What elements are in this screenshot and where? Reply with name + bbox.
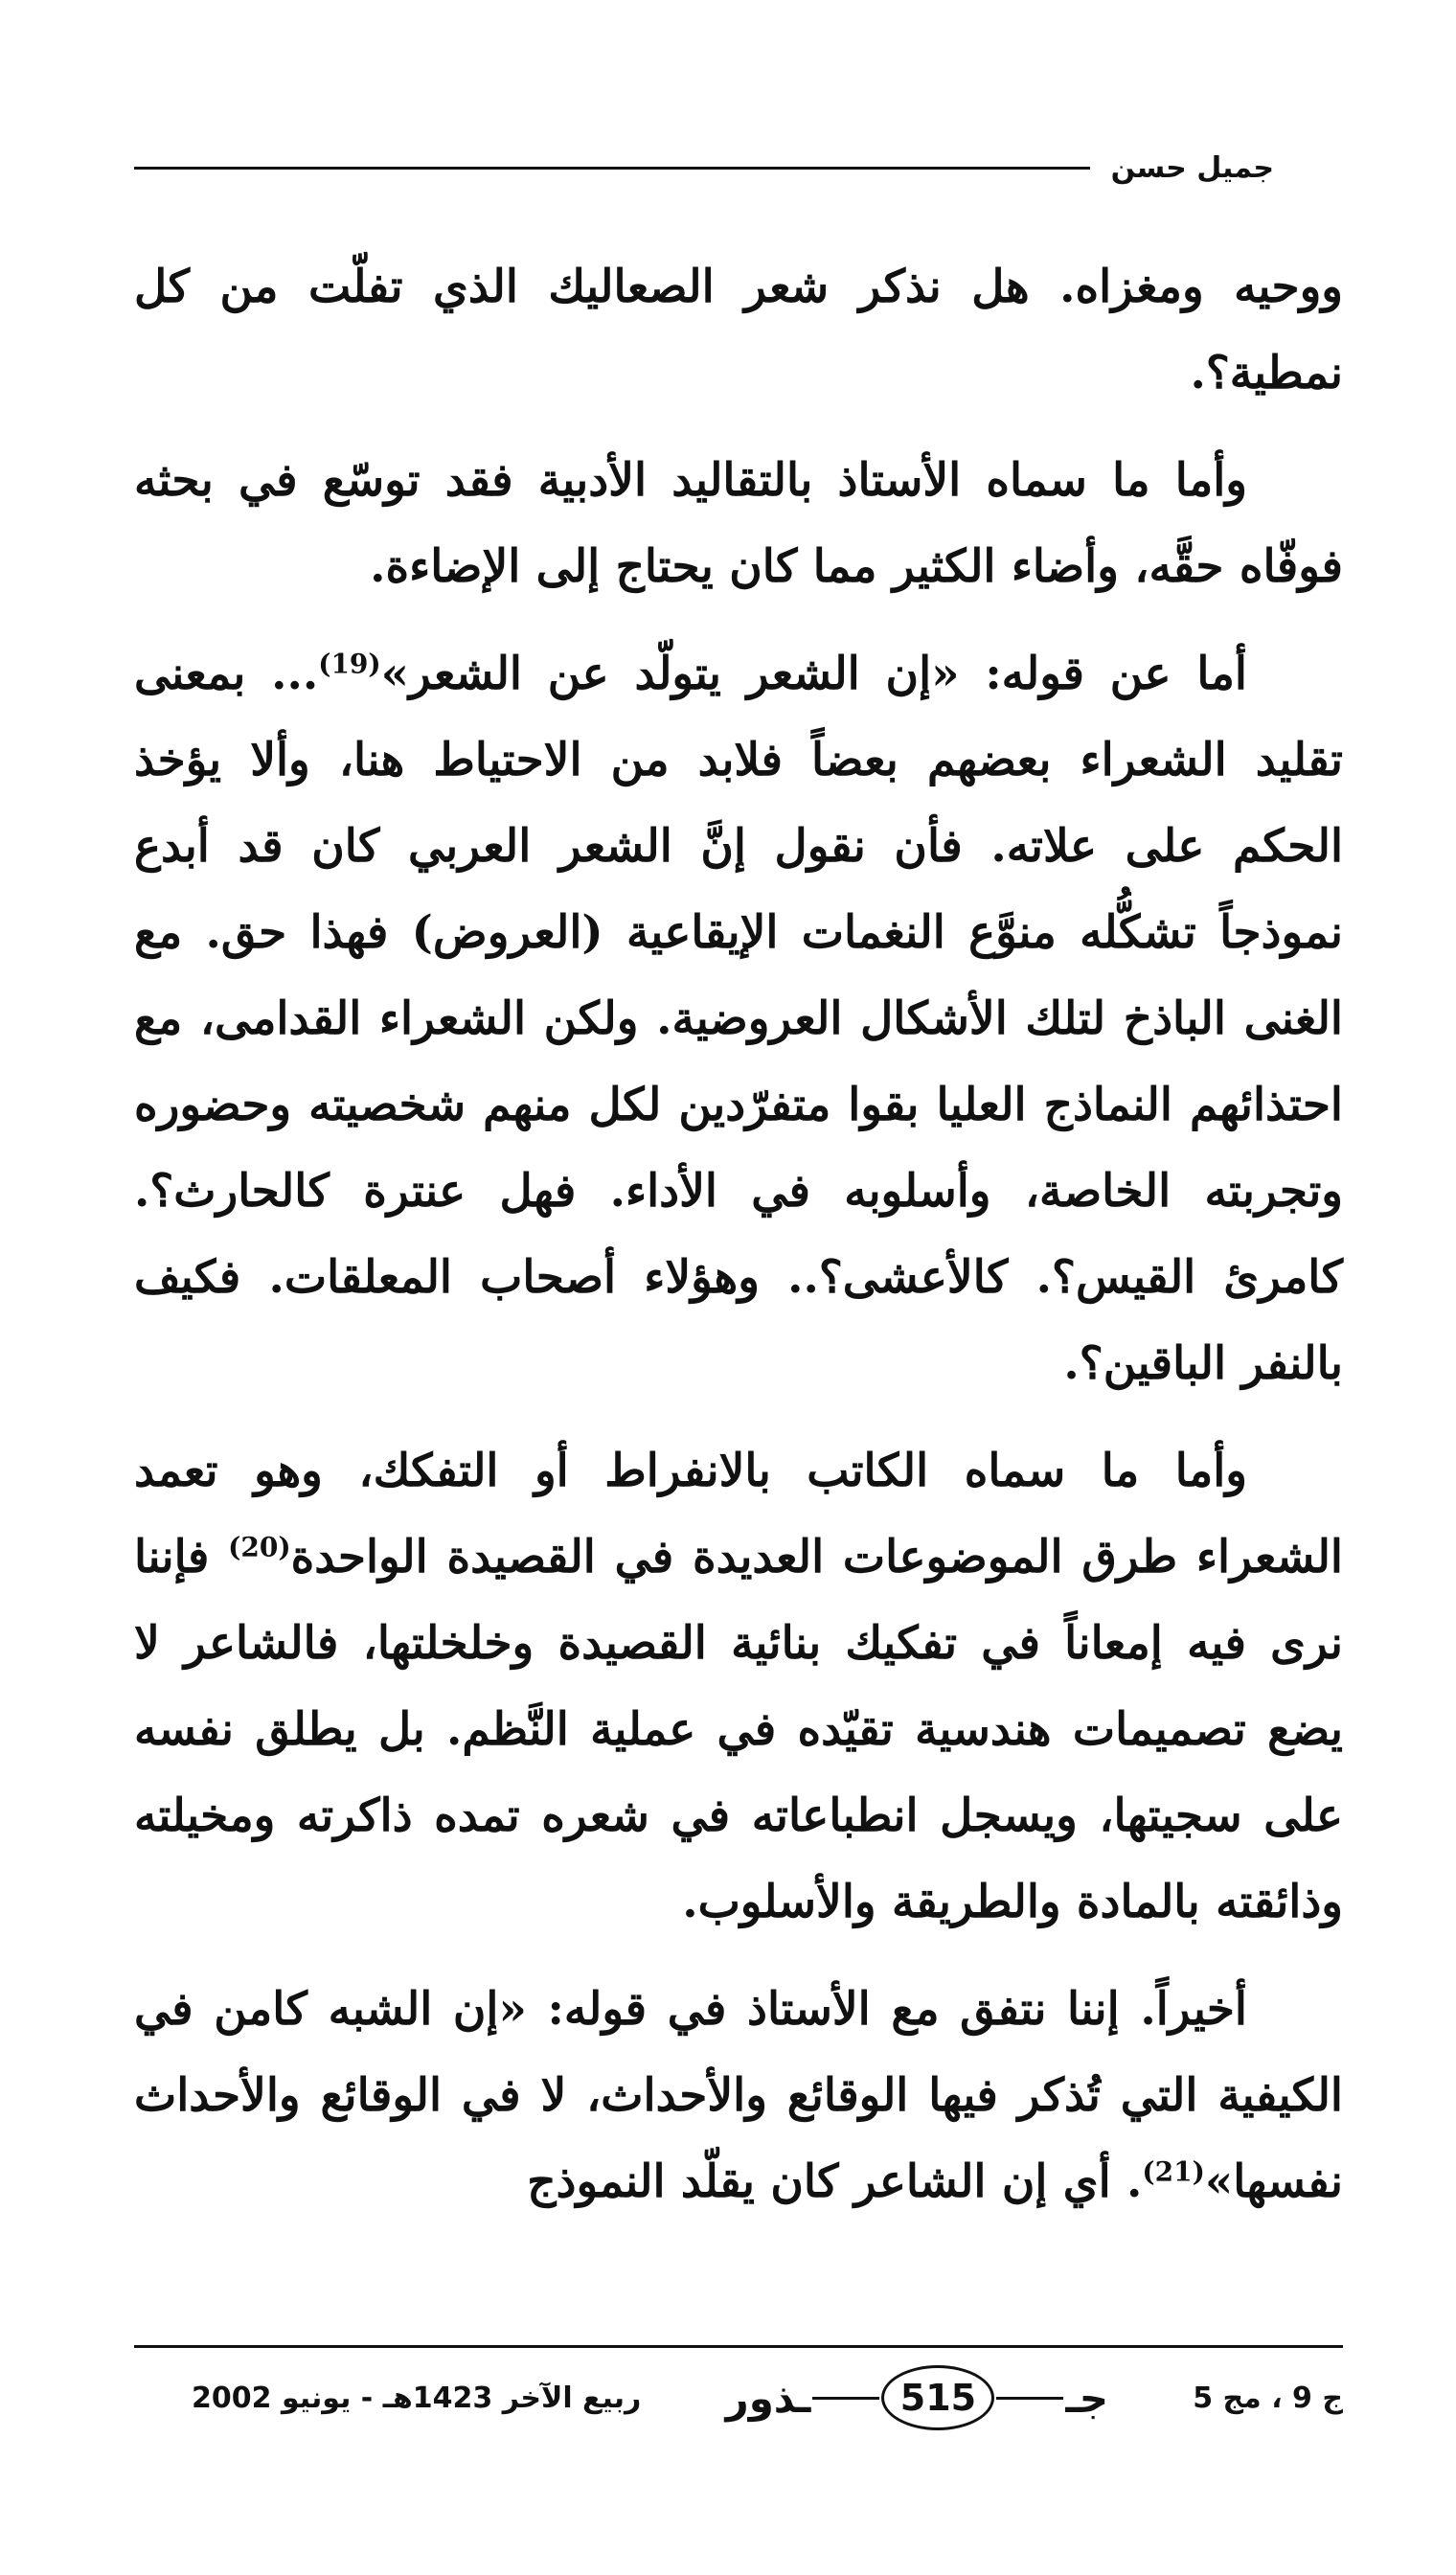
paragraph <box>134 1428 1343 1946</box>
journal-masthead <box>726 2365 1109 2430</box>
journal-line <box>996 2397 1063 2400</box>
paragraph-text: وأما ما سماه الأستاذ بالتقاليد الأدبية فقد توسّع في بحثه فوفّاه حقَّه، وأضاء الكثير مما كان يحتاج إلى الإضاءة. <box>134 454 1343 593</box>
journal-name-end: ـذور <box>725 2374 811 2422</box>
journal-name-start: جـ <box>1065 2374 1109 2422</box>
footnote-ref: (19) <box>318 648 381 680</box>
header-rule <box>134 167 1090 170</box>
paragraph-text: . أي إن الشاعر كان يقلّد النموذج <box>527 2155 1143 2208</box>
journal-line <box>812 2397 879 2400</box>
paragraph-text: وأما ما سماه الكاتب بالانفراط أو التفكك، وهو تعمد الشعراء طرق الموضوعات العديدة في القصيدة الواحدة <box>134 1445 1343 1584</box>
body-text <box>134 244 1343 2246</box>
paragraph-text: أما عن قوله: «إن الشعر يتولّد عن الشعر» <box>380 648 1247 700</box>
footnote-ref: (20) <box>228 1531 291 1563</box>
paragraph <box>134 1967 1343 2225</box>
footnote-ref: (21) <box>1142 2155 1205 2188</box>
page-footer <box>134 2355 1343 2441</box>
paragraph-text: أخيراً. إننا نتفق مع الأستاذ في قوله: «إن الشبه كامن في الكيفية التي تُذكر فيها الوقائع والأحداث، لا في الوقائع والأحداث نفسها» <box>134 1983 1343 2208</box>
paragraph <box>134 438 1343 610</box>
paragraph-continued <box>134 244 1343 417</box>
paragraph-text: فإننا نرى فيه إمعاناً في تفكيك بنائية القصيدة وخلخلتها، فالشاعر لا يضع تصميمات هندسية تقيّده في عملية النَّظم. بل يطلق نفسه على سجيتها، ويسجل انطباعاته في شعره تمده ذاكرته ومخيلته وذائقته بالمادة والطريقة والأسلوب. <box>134 1531 1343 1928</box>
paragraph-text: ... بمعنى تقليد الشعراء بعضهم بعضاً فلابد من الاحتياط هنا، وألا يؤخذ الحكم على علاته. فأن نقول إنَّ الشعر العربي كان قد أبدع نموذجاً تشكُّله منوَّع النغمات الإيقاعية (العروض) فهذا حق. مع الغنى الباذخ لتلك الأشكال العروضية. ولكن الشعراء القدامى، مع احتذائهم النماذج العليا بقوا متفرّدين لكل منهم شخصيته وحضوره وتجربته الخاصة، وأسلوبه في الأداء. فهل عنترة كالحارث؟. كامرئ القيس؟. كالأعشى؟.. وهؤلاء أصحاب المعلقات. فكيف بالنفر الباقين؟. <box>134 648 1343 1390</box>
issue-date: ربيع الآخر 1423هـ - يونيو 2002 <box>192 2381 642 2415</box>
volume-issue: ج 9 ، مج 5 <box>1193 2381 1343 2415</box>
running-header <box>134 134 1274 201</box>
author-name: جميل حسن <box>1110 150 1274 185</box>
paragraph <box>134 631 1343 1407</box>
paragraph-text: ووحيه ومغزاه. هل نذكر شعر الصعاليك الذي تفلّت من كل نمطية؟. <box>134 261 1343 399</box>
page-number: 515 <box>881 2365 994 2430</box>
footer-rule <box>134 2345 1343 2348</box>
